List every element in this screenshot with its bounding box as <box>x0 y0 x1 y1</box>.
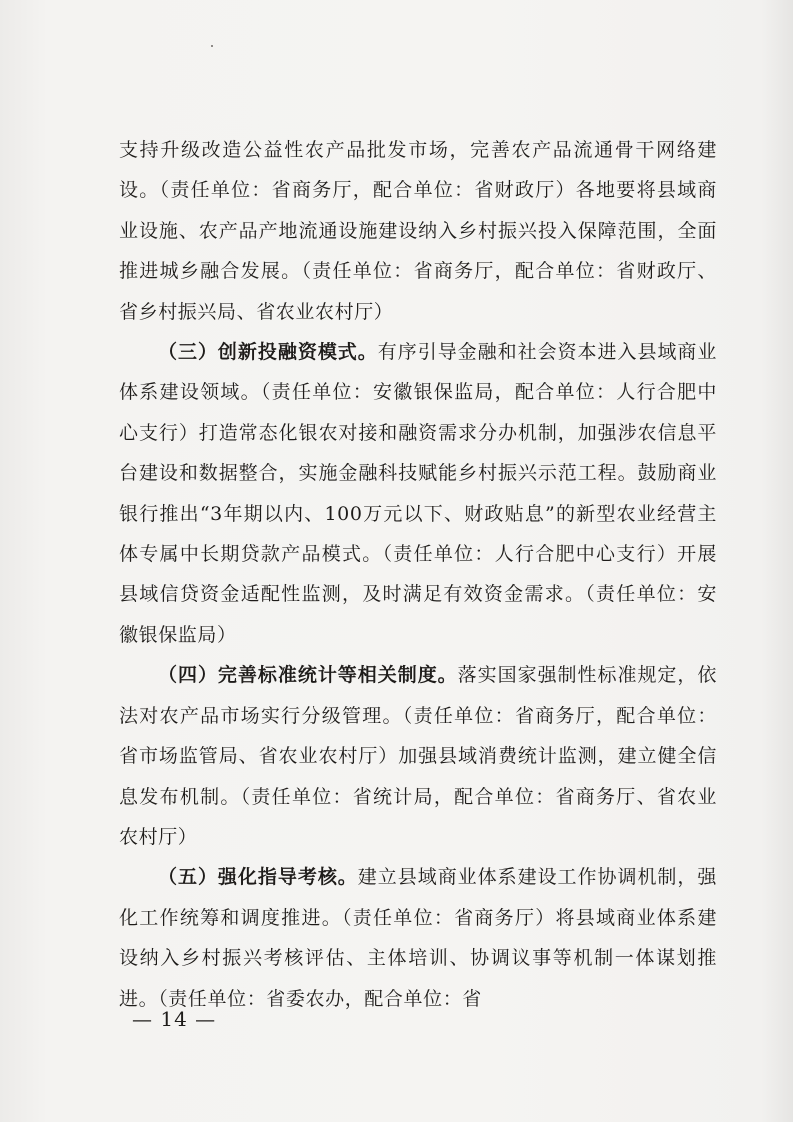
paragraph-2-text: 有序引导金融和社会资本进入县域商业体系建设领域。（责任单位：安徽银保监局，配合单位：人行合肥中心支行）打造常态化银农对接和融资需求分办机制，加强涉农信息平台建设和数据整合，实施金融科技赋能乡村振兴示范工程。鼓励商业银行推出“3年期以内、100万元以下、财政贴息”的新型农业经营主体专属中长期贷款产品模式。（责任单位：人行合肥中心支行）开展县域信贷资金适配性监测，及时满足有效资金需求。（责任单位：安徽银保监局） <box>119 341 718 646</box>
page-number: — 14 — <box>132 1007 217 1031</box>
paragraph-1 <box>119 130 717 332</box>
paragraph-3-text: 落实国家强制性标准规定，依法对农产品市场实行分级管理。（责任单位：省商务厅，配合单位：省市场监管局、省农业农村厅）加强县域消费统计监测，建立健全信息发布机制。（责任单位：省统计局，配合单位：省商务厅、省农业农村厅） <box>119 664 717 848</box>
paragraph-4-text: 建立县域商业体系建设工作协调机制，强化工作统筹和调度推进。（责任单位：省商务厅）将县域商业体系建设纳入乡村振兴考核评估、主体培训、协调议事等机制一体谋划推进。（责任单位：省委农办，配合单位：省 <box>119 866 717 1010</box>
paragraph-1-text: 支持升级改造公益性农产品批发市场，完善农产品流通骨干网络建设。（责任单位：省商务厅，配合单位：省财政厅）各地要将县域商业设施、农产品产地流通设施建设纳入乡村振兴投入保障范围，全面推进城乡融合发展。（责任单位：省商务厅，配合单位：省财政厅、省乡村振兴局、省农业农村厅） <box>119 139 717 323</box>
paragraph-2 <box>119 332 717 655</box>
paragraph-4 <box>119 857 717 1019</box>
paragraph-3 <box>119 655 717 857</box>
scan-speck <box>211 45 213 47</box>
body-text <box>119 130 717 1019</box>
paragraph-3-heading: （四）完善标准统计等相关制度。 <box>158 664 458 687</box>
paragraph-4-heading: （五）强化指导考核。 <box>158 866 358 889</box>
paragraph-2-heading: （三）创新投融资模式。 <box>158 341 378 364</box>
